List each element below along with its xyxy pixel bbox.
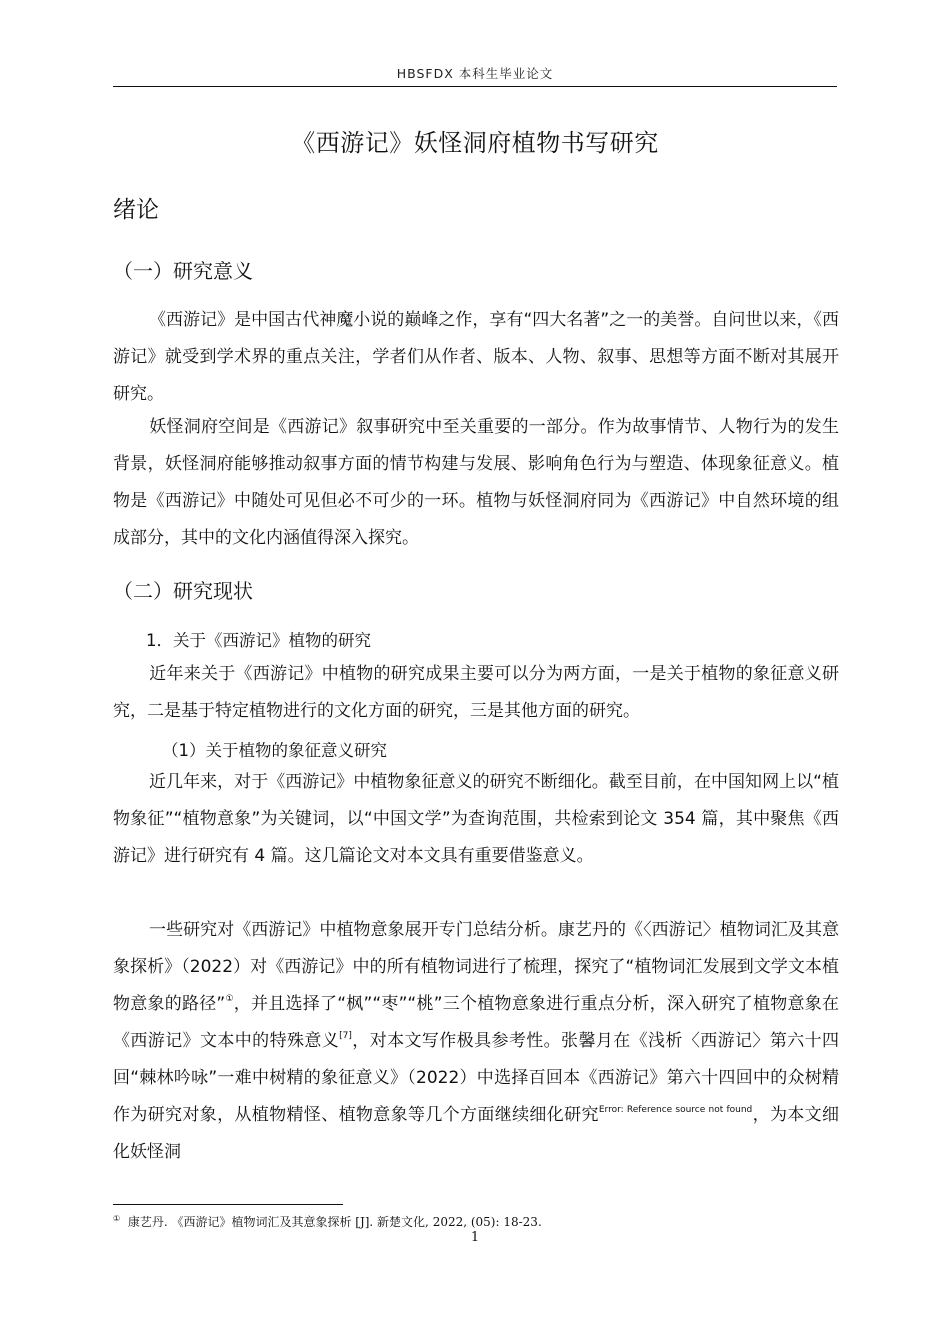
footnote-rule xyxy=(113,1204,343,1205)
citation-ref-7[interactable]: [7] xyxy=(339,1031,352,1041)
paper-title: 《西游记》妖怪洞府植物书写研究 xyxy=(291,129,659,157)
header-rule xyxy=(113,86,837,87)
section-heading-significance: （一）研究意义 xyxy=(113,259,253,283)
subsection-heading-symbolism: （1）关于植物的象征意义研究 xyxy=(162,741,387,760)
citation-error-ref: Error: Reference source not found xyxy=(598,1105,753,1115)
section-heading-status: （二）研究现状 xyxy=(113,579,253,603)
paragraph-4-text: 近几年来，对于《西游记》中植物象征意义的研究不断细化。截至目前，在中国知网上以“植物象征”“植物意象”为关键词，以“中国文学”为查询范围，共检索到论文 354 篇，其中聚焦《西游记》进行研究有 4 篇。这几篇论文对本文具有重要借鉴意义。 xyxy=(113,772,839,866)
subsection-heading-plants: 1．关于《西游记》植物的研究 xyxy=(146,631,371,650)
paragraph-4 xyxy=(113,764,839,875)
paragraph-2-text: 妖怪洞府空间是《西游记》叙事研究中至关重要的一部分。作为故事情节、人物行为的发生背景，妖怪洞府能够推动叙事方面的情节构建与发展、影响角色行为与塑造、体现象征意义。植物是《西游记》中随处可见但必不可少的一环。植物与妖怪洞府同为《西游记》中自然环境的组成部分，其中的文化内涵值得深入探究。 xyxy=(113,417,839,548)
paragraph-5 xyxy=(113,912,839,1171)
page-number: 1 xyxy=(470,1230,480,1245)
footnote-ref-1[interactable]: ① xyxy=(225,994,234,1004)
paragraph-1-text: 《西游记》是中国古代神魔小说的巅峰之作，享有“四大名著”之一的美誉。自问世以来，《西游记》就受到学术界的重点关注，学者们从作者、版本、人物、叙事、思想等方面不断对其展开研究。 xyxy=(113,310,839,404)
paragraph-5-text-c: ，对本文写作极具参考性。张馨月在《浅析〈西游记〉第六十四回“棘林吟咏”一难中树精的象征意义》（2022）中选择百回本《西游记》第六十四回中的众树精作为研究对象，从植物精怪、植物意象等几个方面继续细化研究 xyxy=(113,1031,840,1125)
running-header: HBSFDX 本科生毕业论文 xyxy=(396,66,554,81)
section-heading-intro: 绪论 xyxy=(113,197,159,223)
paragraph-5-text-a: 一些研究对《西游记》中植物意象展开专门总结分析。康艺丹的《〈西游记〉植物词汇及其意象探析》（2022）对《西游记》中的所有植物词进行了梳理，探究了“植物词汇发展到文学文本植物意象的路径” xyxy=(113,920,839,1014)
paragraph-5-text-b: ，并且选择了“枫”“枣”“桃”三个植物意象进行重点分析，深入研究了植物意象在《西游记》文本中的特殊意义 xyxy=(113,994,839,1051)
paragraph-3 xyxy=(113,656,839,730)
footnote-text: 康艺丹. 《西游记》植物词汇及其意象探析 [J]. 新楚文化, 2022, (05): 18-23. xyxy=(127,1215,542,1229)
paragraph-5-text-d: ，为本文细化妖怪洞 xyxy=(113,1105,840,1162)
footnote xyxy=(113,1213,542,1230)
paragraph-1 xyxy=(113,302,839,413)
paragraph-3-text: 近年来关于《西游记》中植物的研究成果主要可以分为两方面，一是关于植物的象征意义研究，二是基于特定植物进行的文化方面的研究，三是其他方面的研究。 xyxy=(113,664,839,721)
paragraph-2 xyxy=(113,409,839,557)
footnote-mark: ① xyxy=(113,1214,121,1223)
